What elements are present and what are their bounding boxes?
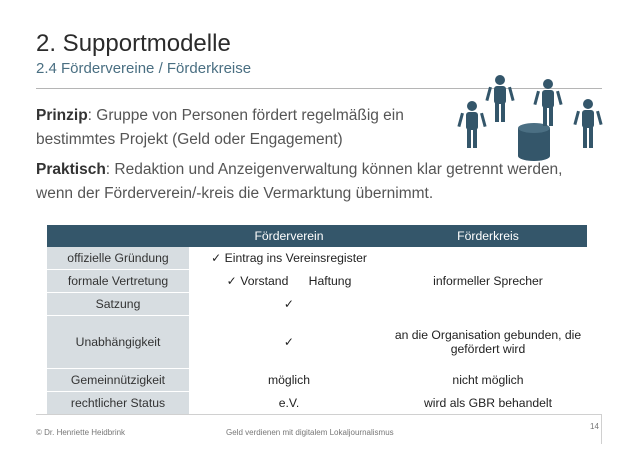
row-label: rechtlicher Status xyxy=(47,392,189,415)
row-label: formale Vertretung xyxy=(47,270,189,293)
practical-text: : Redaktion und Anzeigenverwaltung können klar getrennt werden, wenn der Förderverein/-kreis die Vermarktung übernimmt. xyxy=(36,161,563,202)
table-header-foerderverein: Förderverein xyxy=(189,225,389,247)
footer-divider-right xyxy=(601,414,602,444)
comparison-table xyxy=(47,225,587,415)
table-row xyxy=(47,316,587,369)
principle-label: Prinzip xyxy=(36,107,88,124)
cell-foerderverein: ✓ Vorstand Haftung xyxy=(189,270,389,293)
principle-text: : Gruppe von Personen fördert regelmäßig ein bestimmtes Projekt (Geld oder Engagement) xyxy=(36,107,404,148)
cell-foerderkreis xyxy=(389,293,587,316)
cell-foerderverein: ✓ Eintrag ins Vereinsregister xyxy=(189,247,389,270)
slide-title: 2. Supportmodelle xyxy=(36,30,231,57)
footer-author: © Dr. Henriette Heidbrink xyxy=(36,428,126,437)
row-label: Unabhängigkeit xyxy=(47,316,189,369)
table-row xyxy=(47,293,587,316)
table-header-row xyxy=(47,225,587,247)
footer-divider xyxy=(36,414,602,415)
cell-foerderverein: ✓ xyxy=(189,316,389,369)
cell-foerderverein: möglich xyxy=(189,369,389,392)
cell-foerderkreis: informeller Sprecher xyxy=(389,270,587,293)
people-money-icon xyxy=(452,68,612,168)
cell-foerderkreis: nicht möglich xyxy=(389,369,587,392)
row-label: Gemeinnützigkeit xyxy=(47,369,189,392)
cell-foerderkreis: an die Organisation gebunden, die gefördert wird xyxy=(389,316,587,369)
footer-topic: Geld verdienen mit digitalem Lokaljournalismus xyxy=(226,428,394,437)
table-header-empty xyxy=(47,225,189,247)
slide-subtitle: 2.4 Fördervereine / Förderkreise xyxy=(36,60,252,77)
cell-foerderverein: ✓ xyxy=(189,293,389,316)
row-label: Satzung xyxy=(47,293,189,316)
table-row xyxy=(47,247,587,270)
cell-foerderkreis xyxy=(389,247,587,270)
table-row xyxy=(47,270,587,293)
cell-foerderkreis: wird als GBR behandelt xyxy=(389,392,587,415)
table-row xyxy=(47,369,587,392)
page-number: 14 xyxy=(590,422,599,431)
paragraph-principle xyxy=(36,104,456,152)
table-row xyxy=(47,392,587,415)
row-label: offizielle Gründung xyxy=(47,247,189,270)
practical-label: Praktisch xyxy=(36,161,106,178)
cell-foerderverein: e.V. xyxy=(189,392,389,415)
table-header-foerderkreis: Förderkreis xyxy=(389,225,587,247)
